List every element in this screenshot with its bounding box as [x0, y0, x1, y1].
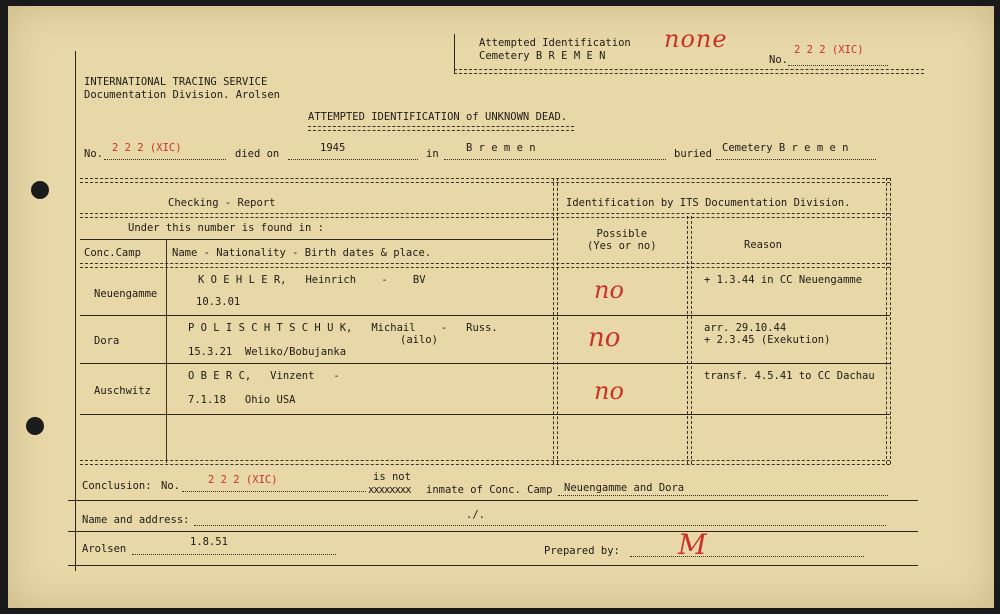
table-right-border [886, 178, 891, 464]
table-top-rule [80, 178, 890, 183]
under-number-rule [80, 239, 554, 240]
conclusion-camp-value: Neuengamme and Dora [564, 482, 685, 494]
row2-name: P O L I S C H T S C H U K, Michail - Russ. [188, 322, 498, 334]
row1-possible: no [594, 276, 624, 304]
col-reason-header: Reason [744, 239, 782, 251]
punch-hole-top [31, 181, 49, 199]
col-possible-header: Possible (Yes or no) [587, 228, 657, 252]
possible-reason-divider [687, 216, 692, 464]
cemetery-bremen-label: Cemetery B R E M E N [479, 50, 606, 62]
camp-name-divider [166, 239, 167, 463]
in-label: in [426, 148, 439, 160]
title-underline [308, 126, 574, 131]
bottom-rule [68, 565, 918, 566]
row1-camp: Neuengamme [94, 288, 158, 300]
record-no-value: 2 2 2 (XIC) [112, 142, 182, 154]
conclusion-no-value: 2 2 2 (XIC) [208, 474, 278, 486]
row1-reason: + 1.3.44 in CC Neuengamme [704, 274, 863, 286]
header-no-label: No. [769, 54, 788, 66]
none-mark: none [664, 25, 728, 53]
conclusion-no-label: No. [161, 480, 180, 492]
header-no-dots [788, 65, 888, 66]
conclusion-rest: inmate of Conc. Camp [426, 484, 553, 496]
under-number-header: Under this number is found in : [128, 222, 324, 234]
col-name-header: Name - Nationality - Birth dates & place. [172, 247, 432, 259]
row3-birth: 7.1.18 Ohio USA [188, 394, 296, 406]
row2-name-note: (ailo) [400, 334, 438, 346]
punch-hole-bottom [26, 417, 44, 435]
header-rule [80, 213, 890, 218]
row3-possible: no [594, 377, 624, 405]
row1-bottom-rule [80, 315, 890, 316]
row3-bottom-rule [80, 414, 890, 415]
prepared-by-initial: M [678, 528, 707, 561]
conclusion-camp-dots [558, 495, 888, 496]
index-card [8, 6, 994, 608]
conclusion-struck: xxxxxxxx [368, 484, 411, 496]
header-no-value: 2 2 2 (XIC) [794, 44, 864, 56]
header-box-bottom-rule [454, 69, 924, 74]
left-margin-line [75, 51, 76, 571]
col-camp-header: Conc.Camp [84, 247, 141, 259]
org-name: INTERNATIONAL TRACING SERVICE [84, 76, 268, 88]
footer-date-dots [132, 554, 336, 555]
page-title: ATTEMPTED IDENTIFICATION of UNKNOWN DEAD. [308, 111, 568, 123]
row1-birth: 10.3.01 [196, 296, 241, 308]
checking-report-header: Checking - Report [168, 197, 276, 209]
died-on-value: 1945 [320, 142, 346, 154]
row3-reason: transf. 4.5.41 to CC Dachau [704, 370, 875, 382]
row2-possible: no [588, 323, 621, 353]
org-division: Documentation Division. Arolsen [84, 89, 280, 101]
name-address-dots [194, 525, 886, 526]
name-address-label: Name and address: [82, 514, 190, 526]
identification-header: Identification by ITS Documentation Division. [566, 197, 851, 209]
conclusion-is-not: is not [373, 471, 411, 483]
prepared-by-dots [630, 556, 864, 557]
row2-reason: arr. 29.10.44 + 2.3.45 (Exekution) [704, 322, 831, 346]
died-on-label: died on [235, 148, 280, 160]
in-dots [444, 159, 666, 160]
conclusion-rule [68, 500, 918, 501]
row3-name: O B E R C, Vinzent - [188, 370, 340, 382]
in-value: B r e m e n [466, 142, 536, 154]
row2-bottom-rule [80, 363, 890, 364]
table-bottom-rule [80, 460, 890, 465]
footer-date: 1.8.51 [190, 536, 228, 548]
record-no-dots [104, 159, 226, 160]
record-no-label: No. [84, 148, 103, 160]
conclusion-no-dots [182, 491, 366, 492]
buried-label: buried [674, 148, 712, 160]
row3-camp: Auschwitz [94, 385, 151, 397]
attempted-identification-label: Attempted Identification [479, 37, 631, 49]
column-header-rule [80, 263, 890, 268]
name-address-rule [68, 531, 918, 532]
row1-name: K O E H L E R, Heinrich - BV [198, 274, 426, 286]
row2-birth: 15.3.21 Weliko/Bobujanka [188, 346, 347, 358]
header-box-left-border [454, 34, 455, 74]
died-on-dots [288, 159, 418, 160]
prepared-by-label: Prepared by: [544, 545, 620, 557]
footer-place: Arolsen [82, 543, 127, 555]
table-divider-main [553, 178, 558, 464]
name-address-value: ./. [466, 509, 485, 521]
buried-dots [716, 159, 876, 160]
conclusion-label: Conclusion: [82, 480, 152, 492]
buried-value: Cemetery B r e m e n [722, 142, 849, 154]
row2-camp: Dora [94, 335, 120, 347]
